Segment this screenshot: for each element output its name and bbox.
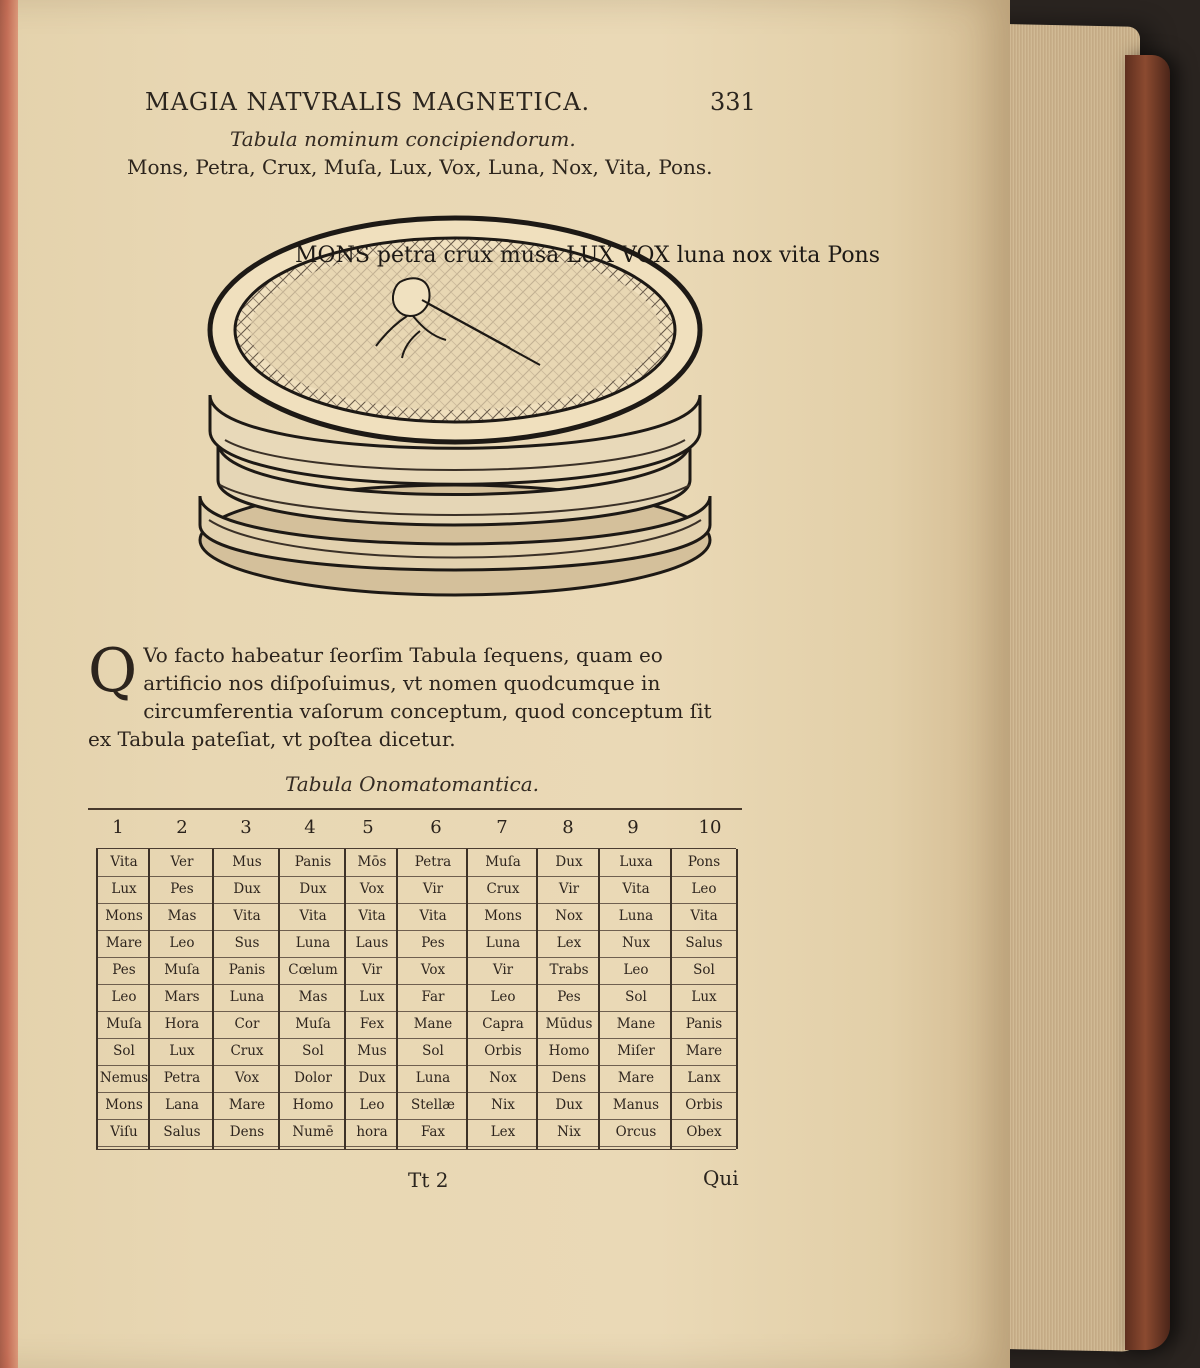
- table-cell: Homo: [280, 1092, 346, 1120]
- table-number: 7: [496, 817, 508, 838]
- table-cell: Orbis: [468, 1038, 538, 1066]
- inscription-ring: [295, 243, 880, 268]
- table-cell: Dux: [538, 849, 600, 877]
- table-cell: Numē: [280, 1119, 346, 1147]
- table-cell: Mane: [398, 1011, 468, 1039]
- table-cell: Sol: [600, 984, 672, 1012]
- table-cell: Mus: [214, 849, 280, 877]
- table-cell: Nox: [538, 903, 600, 931]
- main-paragraph: [88, 636, 740, 753]
- table-cell: Sol: [280, 1038, 346, 1066]
- page-number: 331: [710, 88, 756, 116]
- table-cell: Lanx: [672, 1065, 736, 1093]
- page-header: [145, 88, 765, 122]
- table-cell: Vita: [214, 903, 280, 931]
- table-cell: Sol: [398, 1038, 468, 1066]
- table-cell: Capra: [468, 1011, 538, 1039]
- table-cell: Vita: [600, 876, 672, 904]
- table-cell: Muſa: [150, 957, 214, 985]
- table-cell: Lux: [98, 876, 150, 904]
- table-cell: Orcus: [600, 1119, 672, 1147]
- siren-body: [393, 278, 430, 316]
- table-cell: Manus: [600, 1092, 672, 1120]
- table-cell: Vox: [346, 876, 398, 904]
- table-number: 6: [430, 817, 442, 838]
- table-cell: Pes: [150, 876, 214, 904]
- table-cell: Dux: [280, 876, 346, 904]
- table-cell: Leo: [98, 984, 150, 1012]
- table-cell: Mare: [214, 1092, 280, 1120]
- table-cell: Hora: [150, 1011, 214, 1039]
- table-cell: Far: [398, 984, 468, 1012]
- inscription-ring-text: MONS petra crux musa LUX VOX luna nox vita Pons: [295, 243, 881, 268]
- table-cell: Panis: [280, 849, 346, 877]
- table-cell: Lux: [672, 984, 736, 1012]
- table-cell: Vir: [346, 957, 398, 985]
- table-number: 5: [362, 817, 374, 838]
- dropcap: Q: [88, 636, 138, 706]
- table-cell: Mars: [150, 984, 214, 1012]
- table-cell: Pes: [398, 930, 468, 958]
- table-cell: Lux: [346, 984, 398, 1012]
- table-number-row: [88, 817, 742, 839]
- table-cell: Nux: [600, 930, 672, 958]
- table-cell: Crux: [468, 876, 538, 904]
- table-cell: Mas: [150, 903, 214, 931]
- table-cell: Dens: [538, 1065, 600, 1093]
- table-column: [536, 849, 600, 1149]
- table-cell: Ver: [150, 849, 214, 877]
- table-cell: Panis: [672, 1011, 736, 1039]
- table-cell: Crux: [214, 1038, 280, 1066]
- table-cell: Vox: [214, 1065, 280, 1093]
- table-cell: Leo: [346, 1092, 398, 1120]
- table-cell: hora: [346, 1119, 398, 1147]
- table-cell: Mūdus: [538, 1011, 600, 1039]
- table-column: [344, 849, 398, 1149]
- table-cell: Mons: [468, 903, 538, 931]
- table-cell: Leo: [672, 876, 736, 904]
- paragraph-text: Vo facto habeatur ſeorſim Tabula ſequens, quam eo artificio nos diſpoſuimus, vt nomen quodcumque in circumferentia vaſorum conceptum, quod conceptum ſit ex Tabula pateſiat, vt poſtea dicetur.: [88, 643, 712, 751]
- table-number: 2: [176, 817, 188, 838]
- table-cell: Cœlum: [280, 957, 346, 985]
- table-cell: Pons: [672, 849, 736, 877]
- table-cell: Mons: [98, 903, 150, 931]
- table-cell: Leo: [468, 984, 538, 1012]
- woodcut-vessel-svg: [175, 220, 881, 610]
- signature-mark: Tt 2: [408, 1168, 449, 1192]
- table-cell: Dolor: [280, 1065, 346, 1093]
- table-cell: Muſa: [468, 849, 538, 877]
- table-column: [148, 849, 214, 1149]
- table-grid: [96, 848, 736, 1150]
- table-cell: Mus: [346, 1038, 398, 1066]
- table-cell: Luna: [280, 930, 346, 958]
- table-number: 10: [698, 817, 722, 838]
- table-cell: Cor: [214, 1011, 280, 1039]
- table-cell: Petra: [150, 1065, 214, 1093]
- table-number: 1: [112, 817, 124, 838]
- table-column: [396, 849, 468, 1149]
- table-cell: Sus: [214, 930, 280, 958]
- table-cell: Panis: [214, 957, 280, 985]
- table-number: 9: [627, 817, 639, 838]
- running-head: MAGIA NATVRALIS MAGNETICA.: [145, 88, 591, 116]
- table-cell: Luna: [398, 1065, 468, 1093]
- table-cell: Pes: [538, 984, 600, 1012]
- table-cell: Homo: [538, 1038, 600, 1066]
- table-cell: Leo: [600, 957, 672, 985]
- table-number: 8: [562, 817, 574, 838]
- table-cell: Sol: [672, 957, 736, 985]
- table-cell: Mare: [600, 1065, 672, 1093]
- table-cell: Dux: [538, 1092, 600, 1120]
- table-cell: Mare: [672, 1038, 736, 1066]
- table-column: [670, 849, 738, 1149]
- names-list: Mons, Petra, Crux, Muſa, Lux, Vox, Luna, Nox, Vita, Pons.: [127, 155, 713, 179]
- table-cell: Muſa: [280, 1011, 346, 1039]
- table-cell: Lana: [150, 1092, 214, 1120]
- table-title: Tabula Onomatomantica.: [285, 772, 540, 796]
- table-column: [598, 849, 672, 1149]
- table-cell: Vita: [98, 849, 150, 877]
- table-cell: Mane: [600, 1011, 672, 1039]
- table-cell: Lux: [150, 1038, 214, 1066]
- table-cell: Petra: [398, 849, 468, 877]
- table-cell: Luna: [600, 903, 672, 931]
- table-cell: Salus: [672, 930, 736, 958]
- table-cell: Dux: [214, 876, 280, 904]
- table-number: 4: [304, 817, 316, 838]
- table-cell: Sol: [98, 1038, 150, 1066]
- table-cell: Luxa: [600, 849, 672, 877]
- table-cell: Viſu: [98, 1119, 150, 1147]
- catchword: Qui: [703, 1166, 739, 1190]
- table-cell: Miſer: [600, 1038, 672, 1066]
- table-cell: Vita: [346, 903, 398, 931]
- table-cell: Lex: [538, 930, 600, 958]
- table-number: 3: [240, 817, 252, 838]
- table-cell: Orbis: [672, 1092, 736, 1120]
- table-cell: Stellæ: [398, 1092, 468, 1120]
- table-cell: Nix: [468, 1092, 538, 1120]
- table-cell: Mons: [98, 1092, 150, 1120]
- table-cell: Nox: [468, 1065, 538, 1093]
- table-cell: Vir: [398, 876, 468, 904]
- magnetic-disk-illustration: [175, 220, 881, 610]
- left-page-edge: [0, 0, 18, 1368]
- book-cover-edge: [1125, 55, 1170, 1350]
- table-column: [278, 849, 346, 1149]
- table-cell: Dens: [214, 1119, 280, 1147]
- table-cell: Mōs: [346, 849, 398, 877]
- table-cell: Pes: [98, 957, 150, 985]
- table-cell: Luna: [214, 984, 280, 1012]
- table-cell: Salus: [150, 1119, 214, 1147]
- table-cell: Nix: [538, 1119, 600, 1147]
- vessel-top-center: [250, 250, 660, 410]
- table-cell: Vir: [538, 876, 600, 904]
- table-cell: Vox: [398, 957, 468, 985]
- table-cell: Nemus: [98, 1065, 150, 1093]
- table-cell: Luna: [468, 930, 538, 958]
- table-cell: Vita: [672, 903, 736, 931]
- table-cell: Fax: [398, 1119, 468, 1147]
- table-cell: Muſa: [98, 1011, 150, 1039]
- table-column: [212, 849, 280, 1149]
- table-column: [466, 849, 538, 1149]
- table-cell: Fex: [346, 1011, 398, 1039]
- table-cell: Obex: [672, 1119, 736, 1147]
- table-of-names-title: Tabula nominum concipiendorum.: [230, 127, 576, 151]
- onomatomantic-table: [88, 808, 742, 1156]
- table-cell: Lex: [468, 1119, 538, 1147]
- table-cell: Laus: [346, 930, 398, 958]
- table-cell: Vita: [280, 903, 346, 931]
- table-cell: Vita: [398, 903, 468, 931]
- table-column: [96, 849, 150, 1149]
- table-cell: Trabs: [538, 957, 600, 985]
- table-cell: Mare: [98, 930, 150, 958]
- table-cell: Leo: [150, 930, 214, 958]
- table-cell: Dux: [346, 1065, 398, 1093]
- table-cell: Vir: [468, 957, 538, 985]
- table-cell: Mas: [280, 984, 346, 1012]
